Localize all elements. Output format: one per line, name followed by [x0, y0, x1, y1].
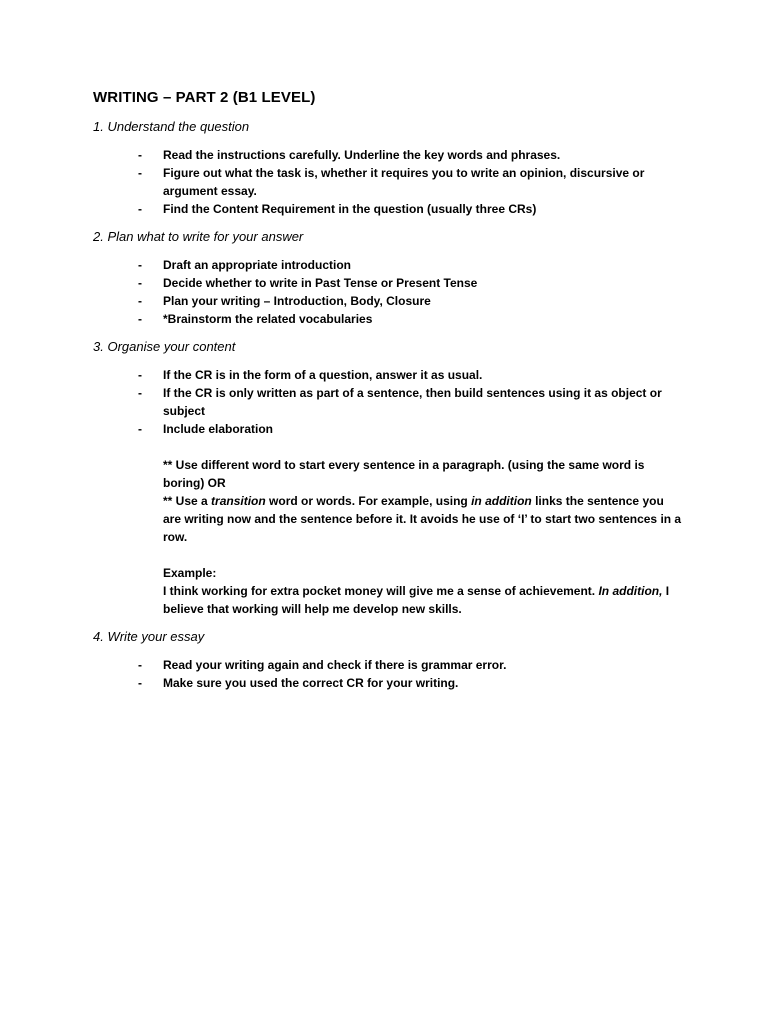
bullet-list-3	[93, 366, 683, 438]
bullet-dash: -	[138, 312, 142, 326]
emphasis-transition: transition	[211, 494, 266, 508]
list-item: - *Brainstorm the related vocabularies	[138, 312, 373, 326]
list-item: - Figure out what the task is, whether it requires you to write an opinion, discursive or argument essay.	[138, 166, 645, 198]
emphasis-in-addition-example: In addition,	[598, 584, 663, 598]
section-heading-4: 4. Write your essay	[93, 629, 205, 644]
bullet-list-1	[93, 146, 683, 218]
bullet-dash: -	[138, 658, 142, 672]
bullet-dash: -	[138, 368, 142, 382]
bullet-dash: -	[138, 276, 142, 290]
bullet-dash: -	[138, 148, 142, 162]
list-item: - Include elaboration	[138, 422, 274, 436]
list-item: - Decide whether to write in Past Tense or Present Tense	[138, 276, 478, 290]
bullet-dash: -	[138, 386, 142, 400]
spacer	[163, 546, 683, 564]
section-heading-1: 1. Understand the question	[93, 119, 250, 134]
bullet-dash: -	[138, 258, 142, 272]
elaboration-tips	[93, 456, 683, 618]
emphasis-in-addition: in addition	[471, 494, 532, 508]
document-title: WRITING – PART 2 (B1 LEVEL)	[93, 89, 316, 106]
list-item: - If the CR is only written as part of a sentence, then build sentences using it as object or subject	[138, 386, 662, 418]
example-text: I think working for extra pocket money will give me a sense of achievement. In addition, I believe that working will help me develop new skills.	[163, 584, 670, 616]
list-item: - Make sure you used the correct CR for your writing.	[138, 676, 459, 690]
section-heading-2: 2. Plan what to write for your answer	[93, 229, 304, 244]
bullet-list-4	[93, 656, 683, 692]
section-heading-3: 3. Organise your content	[93, 339, 236, 354]
example-label: Example:	[163, 566, 217, 580]
list-item: - Find the Content Requirement in the question (usually three CRs)	[138, 202, 537, 216]
bullet-dash: -	[138, 676, 142, 690]
bullet-list-2	[93, 256, 683, 328]
list-item: - Read the instructions carefully. Underline the key words and phrases.	[138, 148, 561, 162]
list-item: - Plan your writing – Introduction, Body, Closure	[138, 294, 431, 308]
bullet-dash: -	[138, 166, 142, 180]
document-body	[93, 88, 683, 702]
tip-different-word: ** Use different word to start every sentence in a paragraph. (using the same word is boring) OR	[163, 458, 645, 490]
tip-transition: ** Use a transition word or words. For example, using in addition links the sentence you are writing now and the sentence before it. It avoids he use of ‘I’ to start two sentences in a row.	[163, 494, 682, 544]
bullet-dash: -	[138, 294, 142, 308]
bullet-dash: -	[138, 202, 142, 216]
list-item: - Draft an appropriate introduction	[138, 258, 352, 272]
bullet-dash: -	[138, 422, 142, 436]
list-item: - If the CR is in the form of a question, answer it as usual.	[138, 368, 483, 382]
list-item: - Read your writing again and check if there is grammar error.	[138, 658, 507, 672]
